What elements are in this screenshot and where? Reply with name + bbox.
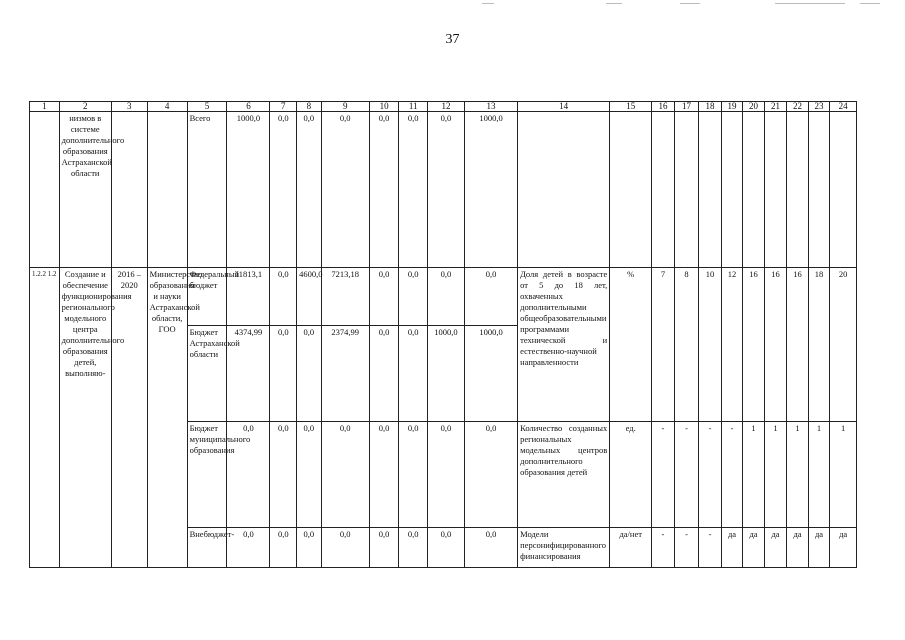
item-executor: Министерство образования и науки Астраханской области, ГОО — [147, 268, 187, 568]
amount-cell: 0,0 — [399, 268, 428, 326]
page-number: 37 — [445, 32, 460, 47]
amount-cell: 0,0 — [369, 112, 399, 268]
indicator-value: 10 — [699, 268, 722, 422]
amount-cell: 0,0 — [270, 268, 297, 326]
header-row — [30, 102, 857, 112]
amount-cell: 0,0 — [297, 112, 322, 268]
indicator-value: да — [764, 528, 787, 568]
amount-cell: 4600,0 — [297, 268, 322, 326]
header-cell: 12 — [428, 102, 465, 112]
amount-cell: 0,0 — [270, 422, 297, 528]
amount-cell: 0,0 — [399, 528, 428, 568]
indicator-value: да — [808, 528, 829, 568]
item-name: Создание и обеспечение функционирования регионального модельного центра дополнительного образования детей, выполняю- — [59, 268, 111, 568]
header-cell: 15 — [610, 102, 652, 112]
table-cell — [808, 112, 829, 268]
indicator-value: 16 — [764, 268, 787, 422]
indicator-value: да — [721, 528, 742, 568]
table-row — [30, 268, 857, 326]
amount-cell: 0,0 — [399, 422, 428, 528]
indicator-unit: да/нет — [610, 528, 652, 568]
table-cell — [787, 112, 808, 268]
table-cell — [721, 112, 742, 268]
funding-source: Бюджет муниципального образования — [187, 422, 227, 528]
table-cell — [743, 112, 764, 268]
indicator-value: 1 — [743, 422, 764, 528]
header-cell: 4 — [147, 102, 187, 112]
table-cell — [699, 112, 722, 268]
header-cell: 10 — [369, 102, 399, 112]
table-row — [30, 112, 857, 268]
item-name-continuation: низмов в системе дополнительного образования Астраханской области — [59, 112, 111, 268]
indicator-value: - — [674, 528, 699, 568]
header-cell: 17 — [674, 102, 699, 112]
amount-cell: 0,0 — [297, 422, 322, 528]
indicator-value: 12 — [721, 268, 742, 422]
table-cell — [610, 112, 652, 268]
amount-cell: 0,0 — [399, 326, 428, 422]
table-cell — [30, 112, 60, 268]
amount-cell: 0,0 — [270, 326, 297, 422]
indicator-value: - — [652, 422, 675, 528]
item-period: 2016 – 2020 — [111, 268, 147, 568]
amount-cell: 0,0 — [297, 528, 322, 568]
indicator-value: - — [699, 528, 722, 568]
indicator-value: 1 — [787, 422, 808, 528]
indicator-value: - — [699, 422, 722, 528]
amount-cell: 0,0 — [369, 268, 399, 326]
indicator-value: да — [787, 528, 808, 568]
indicator-value: 1 — [764, 422, 787, 528]
funding-source: Всего — [187, 112, 227, 268]
indicator-value: - — [721, 422, 742, 528]
indicator-value: - — [674, 422, 699, 528]
amount-cell: 0,0 — [321, 112, 369, 268]
amount-cell: 0,0 — [321, 422, 369, 528]
header-cell: 23 — [808, 102, 829, 112]
header-cell: 14 — [518, 102, 610, 112]
program-table — [29, 101, 857, 568]
header-cell: 18 — [699, 102, 722, 112]
amount-cell: 1000,0 — [464, 326, 517, 422]
header-cell: 6 — [227, 102, 270, 112]
amount-cell: 0,0 — [369, 422, 399, 528]
indicator-value: да — [743, 528, 764, 568]
funding-source: Бюджет Астраханской области — [187, 326, 227, 422]
indicator-name: Доля детей в возрасте от 5 до 18 лет, охваченных дополнительными общеобразовательными программами технической и естественно-научной направленности — [518, 268, 610, 422]
amount-cell: 0,0 — [297, 326, 322, 422]
indicator-name: Количество созданных региональных модельных центров дополнительного образования детей — [518, 422, 610, 528]
amount-cell: 0,0 — [428, 528, 465, 568]
table-cell — [674, 112, 699, 268]
header-cell: 11 — [399, 102, 428, 112]
indicator-value: 7 — [652, 268, 675, 422]
header-cell: 9 — [321, 102, 369, 112]
indicator-value: 1 — [830, 422, 857, 528]
indicator-value: 20 — [830, 268, 857, 422]
amount-cell: 0,0 — [270, 112, 297, 268]
table-cell — [764, 112, 787, 268]
header-cell: 13 — [464, 102, 517, 112]
amount-cell: 0,0 — [428, 268, 465, 326]
amount-cell: 0,0 — [399, 112, 428, 268]
amount-cell: 0,0 — [428, 422, 465, 528]
amount-cell: 1000,0 — [428, 326, 465, 422]
amount-cell: 0,0 — [369, 326, 399, 422]
indicator-value: 8 — [674, 268, 699, 422]
amount-cell: 7213,18 — [321, 268, 369, 326]
header-cell: 8 — [297, 102, 322, 112]
amount-cell: 1000,0 — [464, 112, 517, 268]
indicator-unit: % — [610, 268, 652, 422]
header-cell: 19 — [721, 102, 742, 112]
table-cell — [518, 112, 610, 268]
amount-cell: 0,0 — [227, 528, 270, 568]
amount-cell: 0,0 — [270, 528, 297, 568]
funding-source: Внебюджет- — [187, 528, 227, 568]
funding-source: Федеральный бюджет — [187, 268, 227, 326]
indicator-value: - — [652, 528, 675, 568]
amount-cell: 0,0 — [369, 528, 399, 568]
indicator-value: 16 — [787, 268, 808, 422]
header-cell: 3 — [111, 102, 147, 112]
amount-cell: 4374,99 — [227, 326, 270, 422]
amount-cell: 0,0 — [428, 112, 465, 268]
amount-cell: 0,0 — [464, 528, 517, 568]
header-cell: 2 — [59, 102, 111, 112]
table-cell — [652, 112, 675, 268]
header-cell: 5 — [187, 102, 227, 112]
amount-cell: 11813,1 — [227, 268, 270, 326]
indicator-name: Модели персонифицированного финансирования — [518, 528, 610, 568]
header-cell: 1 — [30, 102, 60, 112]
indicator-value: 18 — [808, 268, 829, 422]
header-cell: 22 — [787, 102, 808, 112]
header-cell: 16 — [652, 102, 675, 112]
header-cell: 21 — [764, 102, 787, 112]
header-cell: 20 — [743, 102, 764, 112]
header-cell: 24 — [830, 102, 857, 112]
table-cell — [830, 112, 857, 268]
indicator-value: 16 — [743, 268, 764, 422]
amount-cell: 0,0 — [227, 422, 270, 528]
amount-cell: 0,0 — [464, 268, 517, 326]
amount-cell: 0,0 — [321, 528, 369, 568]
table-cell — [147, 112, 187, 268]
amount-cell: 0,0 — [464, 422, 517, 528]
item-number: 1.2.2 1.2 — [30, 268, 60, 568]
header-cell: 7 — [270, 102, 297, 112]
indicator-value: да — [830, 528, 857, 568]
indicator-unit: ед. — [610, 422, 652, 528]
amount-cell: 1000,0 — [227, 112, 270, 268]
indicator-value: 1 — [808, 422, 829, 528]
amount-cell: 2374,99 — [321, 326, 369, 422]
